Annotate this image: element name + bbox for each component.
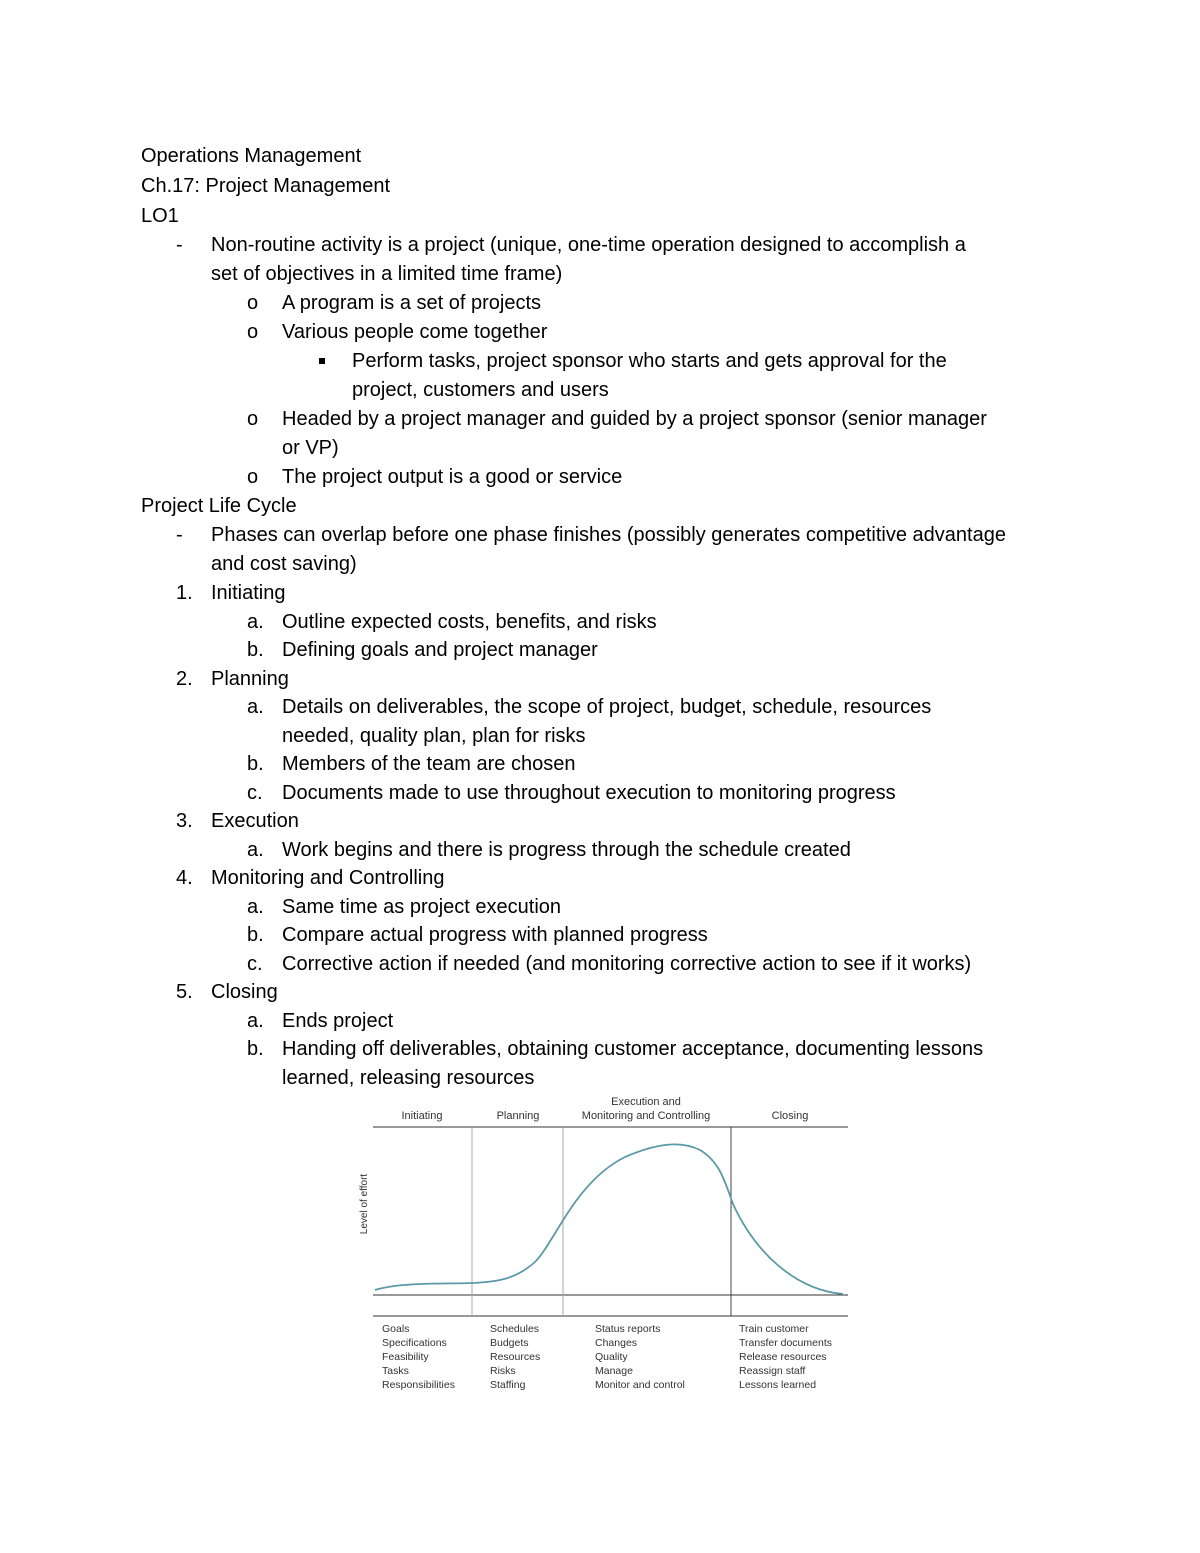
phase-name: Planning xyxy=(211,667,289,690)
phase-item: Members of the team are chosen xyxy=(282,753,576,775)
phase-header: Planning xyxy=(496,1110,540,1122)
phase-number: 1. xyxy=(176,582,193,604)
phase-item: Ends project xyxy=(282,1009,394,1032)
phase-task: Resources xyxy=(490,1351,541,1363)
phase-task: Manage xyxy=(595,1365,633,1377)
phase-item: Same time as project execution xyxy=(282,895,562,918)
lo-sub-item: The project output is a good or service xyxy=(282,466,623,488)
phase-task: Release resources xyxy=(739,1351,827,1363)
item-letter: c. xyxy=(247,952,263,975)
phase-item: Outline expected costs, benefits, and risks xyxy=(282,610,657,633)
phase-header: Initiating xyxy=(401,1110,443,1122)
effort-curve xyxy=(375,1144,843,1294)
phase-task: Status reports xyxy=(595,1323,661,1335)
phase-name: Execution xyxy=(211,810,299,832)
phase-task: Specifications xyxy=(382,1337,447,1349)
lo-sub-sub-item-cont: project, customers and users xyxy=(352,379,609,401)
lo-item: Non-routine activity is a project (unique, one-time operation designed to accomplish a xyxy=(211,234,966,256)
item-letter: b. xyxy=(247,753,264,775)
lo-item-cont: set of objectives in a limited time frame) xyxy=(211,263,563,285)
circle-bullet: o xyxy=(247,408,259,430)
phase-task: Tasks xyxy=(382,1365,409,1377)
chapter-title: Ch.17: Project Management xyxy=(141,175,391,197)
phase-number: 2. xyxy=(176,667,193,690)
dash-bullet: - xyxy=(176,524,183,546)
lo-sub-sub-item: Perform tasks, project sponsor who starts and gets approval for the xyxy=(352,350,947,372)
phase-header: Closing xyxy=(771,1110,809,1122)
phase-task: Feasibility xyxy=(382,1351,429,1363)
item-letter: a. xyxy=(247,610,264,633)
phase-name: Monitoring and Controlling xyxy=(211,867,445,889)
phase-item-cont: learned, releasing resources xyxy=(282,1066,535,1089)
lo-sub-item: A program is a set of projects xyxy=(282,292,542,314)
phase-item: Compare actual progress with planned progress xyxy=(282,924,708,946)
phase-header: Execution and xyxy=(611,1096,681,1108)
item-letter: c. xyxy=(247,781,263,804)
phase-task: Goals xyxy=(382,1323,410,1335)
item-letter: b. xyxy=(247,1038,264,1060)
phase-task: Schedules xyxy=(490,1323,540,1335)
plc-note-cont: and cost saving) xyxy=(211,553,357,575)
item-letter: a. xyxy=(247,1009,264,1032)
phase-item: Details on deliverables, the scope of project, budget, schedule, resources xyxy=(282,696,932,718)
phase-task: Budgets xyxy=(490,1337,529,1349)
lo-sub-item: Various people come together xyxy=(282,321,548,343)
lo-sub-item-cont: or VP) xyxy=(282,437,339,459)
phase-task: Changes xyxy=(595,1337,638,1349)
item-letter: a. xyxy=(247,838,264,861)
y-axis-label: Level of effort xyxy=(359,1173,370,1235)
phase-task: Train customer xyxy=(739,1323,809,1335)
phase-number: 4. xyxy=(176,867,193,889)
circle-bullet: o xyxy=(247,292,259,314)
phase-item: Documents made to use throughout execution to monitoring progress xyxy=(282,781,896,804)
phase-item: Corrective action if needed (and monitoring corrective action to see if it works) xyxy=(282,952,972,975)
phase-task: Staffing xyxy=(490,1379,526,1391)
phase-number: 5. xyxy=(176,981,193,1003)
phase-task: Lessons learned xyxy=(739,1379,817,1391)
phase-item: Work begins and there is progress through the schedule created xyxy=(282,838,851,861)
phase-item: Defining goals and project manager xyxy=(282,639,598,661)
plc-note: Phases can overlap before one phase finishes (possibly generates competitive advantage xyxy=(211,524,1006,546)
lo-sub-item: Headed by a project manager and guided by a project sponsor (senior manager xyxy=(282,408,987,430)
phase-task: Transfer documents xyxy=(739,1337,832,1349)
dash-bullet: - xyxy=(176,234,183,256)
circle-bullet: o xyxy=(247,466,259,488)
item-letter: b. xyxy=(247,639,264,661)
phase-number: 3. xyxy=(176,810,193,832)
phase-task: Reassign staff xyxy=(739,1365,806,1377)
project-life-cycle-figure xyxy=(355,1092,855,1392)
learning-objective-label: LO1 xyxy=(141,205,179,227)
phase-name: Closing xyxy=(211,981,278,1003)
phase-item-cont: needed, quality plan, plan for risks xyxy=(282,724,586,747)
item-letter: a. xyxy=(247,696,264,718)
phase-header: Monitoring and Controlling xyxy=(581,1110,711,1122)
phase-task: Monitor and control xyxy=(595,1379,685,1391)
doc-title: Operations Management xyxy=(141,145,362,167)
phase-item: Handing off deliverables, obtaining customer acceptance, documenting lessons xyxy=(282,1038,984,1060)
phase-task: Quality xyxy=(595,1351,628,1363)
item-letter: b. xyxy=(247,924,264,946)
circle-bullet: o xyxy=(247,321,259,343)
phase-task: Responsibilities xyxy=(382,1379,455,1391)
section-heading: Project Life Cycle xyxy=(141,495,297,517)
item-letter: a. xyxy=(247,895,264,918)
phase-name: Initiating xyxy=(211,582,286,604)
phase-task: Risks xyxy=(490,1365,516,1377)
square-bullet-icon xyxy=(319,358,325,364)
